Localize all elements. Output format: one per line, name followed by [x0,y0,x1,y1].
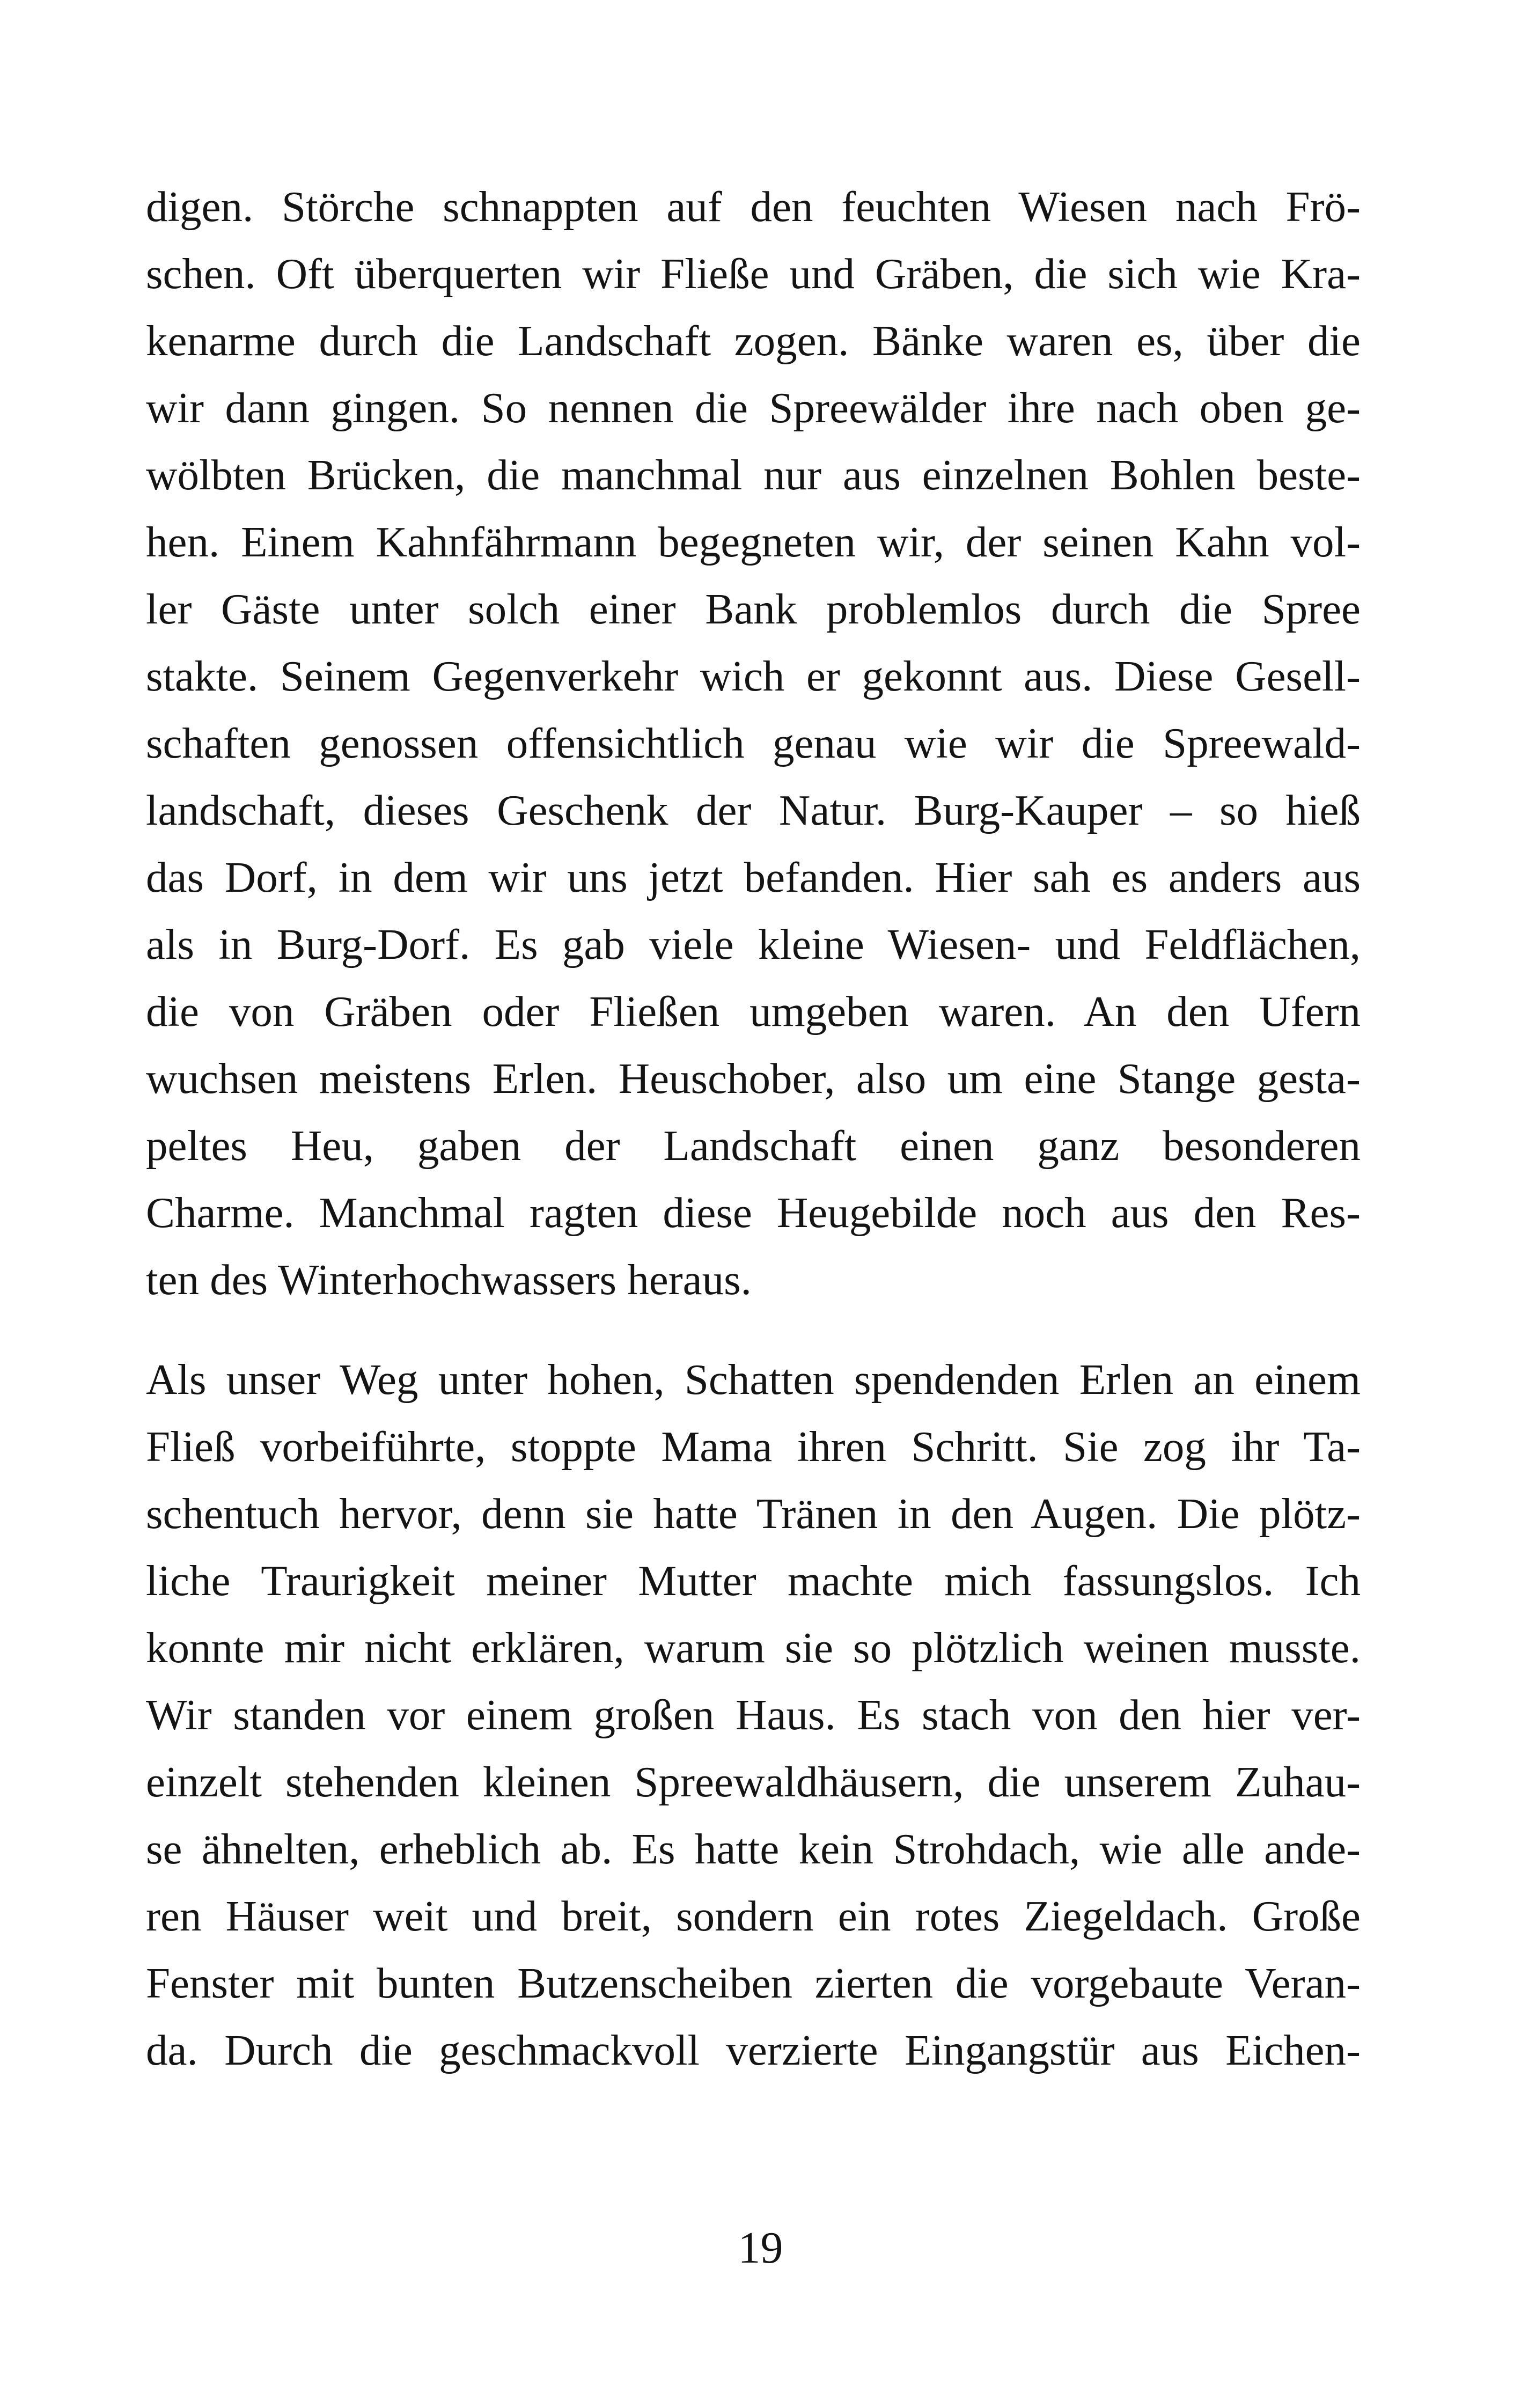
text-line: se ähnelten, erheblich ab. Es hatte kein Strohdach, wie alle ande- [146,1825,1361,1873]
text-line: ren Häuser weit und breit, sondern ein rotes Ziegeldach. Große [146,1892,1361,1940]
text-line: das Dorf, in dem wir uns jetzt befanden. Hier sah es anders aus [146,853,1361,901]
text-line: Fenster mit bunten Butzenscheiben zierten die vorgebaute Veran- [146,1959,1361,2007]
text-line: wir dann gingen. So nennen die Spreewälder ihre nach oben ge- [146,384,1361,432]
text-line: ler Gäste unter solch einer Bank problemlos durch die Spree [146,585,1361,633]
text-line: stakte. Seinem Gegenverkehr wich er gekonnt aus. Diese Gesell- [146,652,1361,700]
text-line: ten des Winterhochwassers heraus. [146,1256,752,1304]
text-line: wuchsen meistens Erlen. Heuschober, also um eine Stange gesta- [146,1054,1361,1103]
text-line: schaften genossen offensichtlich genau wie wir die Spreewald- [146,719,1361,767]
text-line: Als unser Weg unter hohen, Schatten spendenden Erlen an einem [146,1355,1361,1404]
text-line: als in Burg-Dorf. Es gab viele kleine Wiesen- und Feldflächen, [146,920,1361,968]
text-line: digen. Störche schnappten auf den feuchten Wiesen nach Frö- [146,182,1361,231]
paragraph-2 [146,1346,1361,2084]
text-line: schen. Oft überquerten wir Fließe und Gräben, die sich wie Kra- [146,249,1361,298]
text-line: peltes Heu, gaben der Landschaft einen ganz besonderen [146,1121,1361,1170]
text-line: die von Gräben oder Fließen umgeben waren. An den Ufern [146,987,1361,1036]
text-line: liche Traurigkeit meiner Mutter machte mich fassungslos. Ich [146,1557,1361,1605]
text-line: Wir standen vor einem großen Haus. Es stach von den hier ver- [146,1691,1361,1739]
page-number: 19 [738,2223,783,2273]
paragraph-1 [146,173,1361,1313]
text-line: einzelt stehenden kleinen Spreewaldhäusern, die unserem Zuhau- [146,1758,1361,1806]
text-line: konnte mir nicht erklären, warum sie so plötzlich weinen musste. [146,1624,1361,1672]
text-line: landschaft, dieses Geschenk der Natur. Burg-Kauper – so hieß [146,786,1361,834]
text-line: hen. Einem Kahnfährmann begegneten wir, der seinen Kahn vol- [146,518,1361,566]
text-line: Fließ vorbeiführte, stoppte Mama ihren Schritt. Sie zog ihr Ta- [146,1422,1361,1471]
text-line: wölbten Brücken, die manchmal nur aus einzelnen Bohlen beste- [146,451,1361,499]
text-line: Charme. Manchmal ragten diese Heugebilde noch aus den Res- [146,1188,1361,1237]
text-line: schentuch hervor, denn sie hatte Tränen in den Augen. Die plötz- [146,1489,1361,1538]
text-line: da. Durch die geschmackvoll verzierte Eingangstür aus Eichen- [146,2026,1361,2074]
text-line: kenarme durch die Landschaft zogen. Bänke waren es, über die [146,317,1361,365]
